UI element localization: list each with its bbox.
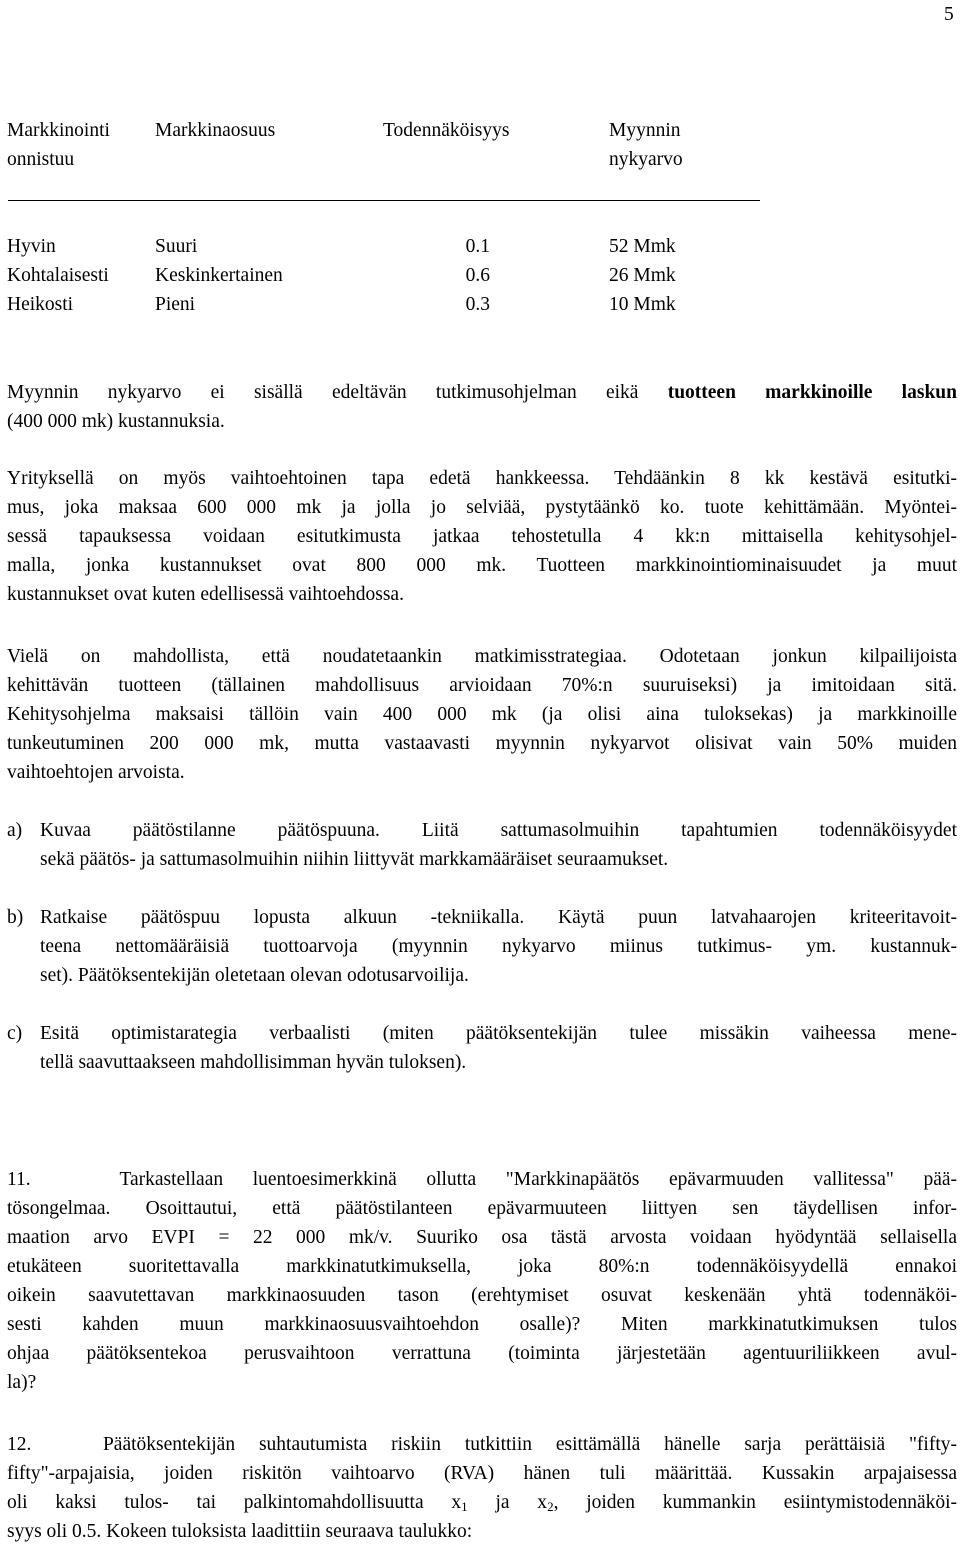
paragraph-imitation-strategy: Vielä on mahdollista, että noudatetaankin matkimisstrategiaa. Odotetaan jonkun kilpailijoista kehittävän tuotteen (tällainen mahdollisuus arvioidaan 70%:n suuruiseksi) ja imitoidaan sitä. Kehitysohjelma maksaisi tällöin vain 400 000 mk (ja olisi aina tuloksekas) ja markkinoille tunkeutuminen 200 000 mk, mutta vastaavasti myynnin nykyarvot olisivat vain 50% muiden vaihtoehtojen arvoista. <box>7 646 957 783</box>
table-header-marketing: Markkinointi onnistuu <box>7 120 110 170</box>
problem-11-number: 11. <box>7 1169 31 1190</box>
paragraph-sales-value-note: Myynnin nykyarvo ei sisällä edeltävän tutkimusohjelman eikä tuotteen markkinoille laskun (400 000 mk) kustannuksia. <box>7 382 957 432</box>
table-header-value: Myynnin nykyarvo <box>609 120 683 170</box>
table-rule <box>8 200 760 201</box>
problem-12-number: 12. <box>7 1434 32 1455</box>
table-header-share: Markkinaosuus <box>155 120 276 141</box>
paragraph-alternative-approach: Yrityksellä on myös vaihtoehtoinen tapa edetä hankkeessa. Tehdäänkin 8 kk kestävä esitutki- mus, joka maksaa 600 000 mk ja jolla jo selviää, pystytäänkö ko. tuote kehittämään. Myöntei- sessä tapauksessa voidaan esitutkimusta jatkaa tehostetulla 4 kk:n mittaisella kehitysohjel- malla, jonka kustannukset ovat 800 000 mk. Tuotteen markkinointiominaisuudet ja muut kustannukset ovat kuten edellisessä vaihtoehdossa. <box>7 468 957 605</box>
table-header-probability: Todennäköisyys <box>383 120 510 141</box>
page-number: 5 <box>944 4 954 25</box>
problem-12: 12. Päätöksentekijän suhtautumista riskiin tutkittiin esittämällä hänelle sarja perättäisiä "fifty- fifty"-arpajaisia, joiden riskitön vaihtoarvo (RVA) hänen tuli määrittää. Kussakin arpajaisessa oli kaksi tulos- tai palkintomahdollisuutta $x_1$ ja $x_2$, joiden kummankin esiintymistodennäköi- syys oli 0.5. Kokeen tuloksista laadittiin seuraava taulukko: <box>7 1434 958 1542</box>
problem-11: 11. Tarkastellaan luentoesimerkkinä ollutta "Markkinapäätös epävarmuuden vallitessa" pää- tösongelmaa. Osoittautui, että päätöstilanteen epävarmuuteen liittyen sen täydellisen infor- maation arvo EVPI = 22 000 mk/v. Suuriko osa tästä arvosta voidaan hyödyntää sellaisella etukäteen suoritettavalla markkinatutkimuksella, joka 80%:n todennäköisyydellä ennakoi oikein saavutettavan markkinaosuuden tason (erehtymiset osuvat keskenään yhtä todennäköi- sesti kahden muun markkinaosuusvaihtoehdon osalle)? Miten markkinatutkimuksen tulos ohjaa päätöksentekoa perusvaihtoon verrattuna (toiminta järjestetään agentuuriliikkeen avul- la)? <box>7 1169 957 1393</box>
